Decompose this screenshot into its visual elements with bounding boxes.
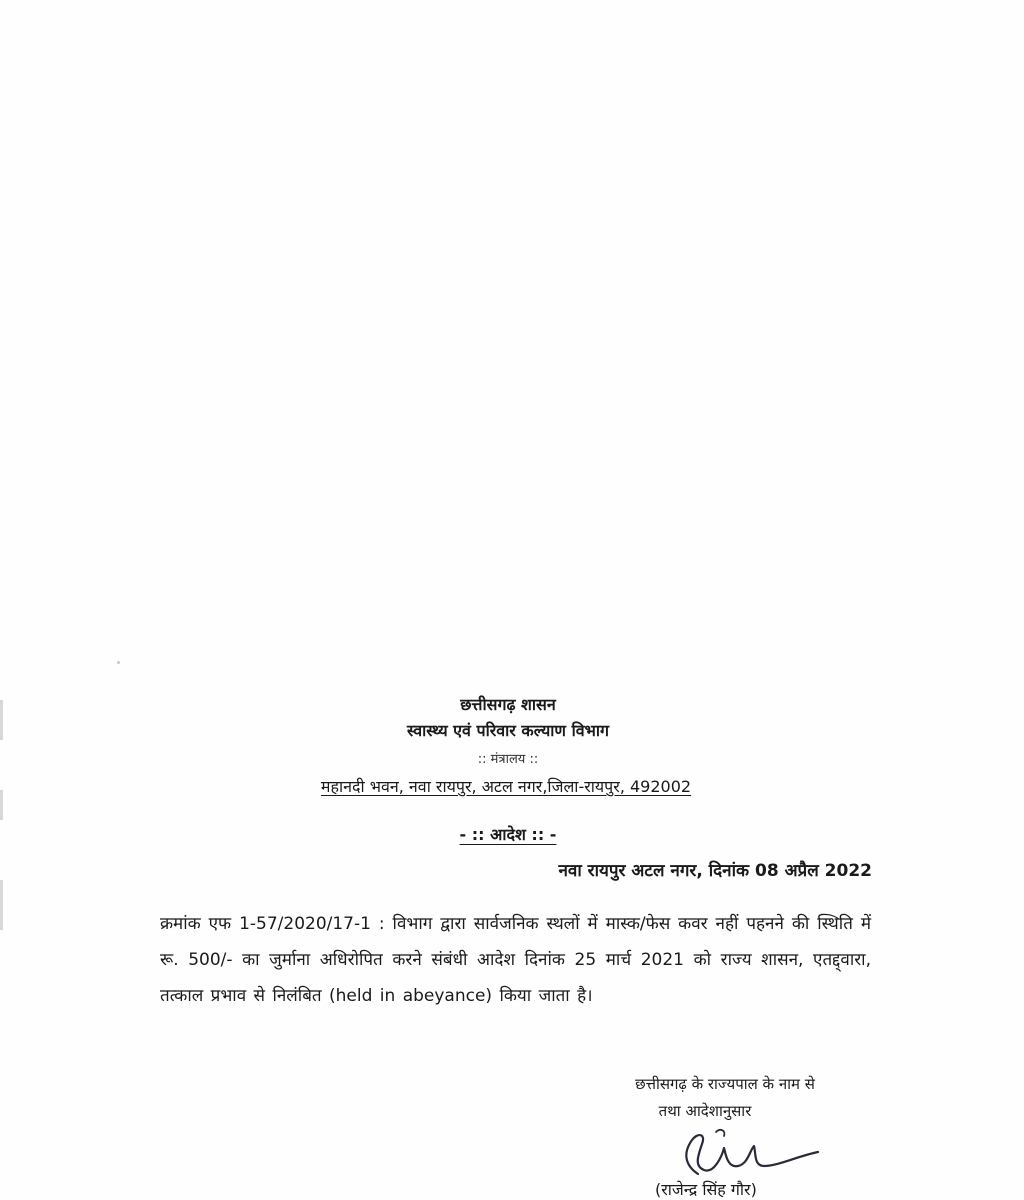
government-name: छत्तीसगढ़ शासन [460,695,556,714]
place-and-date: नवा रायपुर अटल नगर, दिनांक 08 अप्रैल 2022 [558,861,872,881]
office-address-text: महानदी भवन, नवा रायपुर, अटल नगर,जिला-रायपुर, 492002 [320,777,692,796]
ministry-label: :: मंत्रालय :: [477,752,539,767]
authority-line-2: तथा आदेशानुसार [658,1102,752,1120]
authority-line-1: छत्तीसगढ़ के राज्यपाल के नाम से [635,1075,815,1093]
authority-statement [560,1071,890,1125]
scan-edge-mark [0,880,3,930]
handwritten-signature [668,1126,828,1186]
order-body: क्रमांक एफ 1-57/2020/17-1 : विभाग द्वारा सार्वजनिक स्थलों में मास्क/फेस कवर नहीं पहनने की स्थिति में रू. 500/- का जुर्माना अधिरोपित करने संबंधी आदेश दिनांक 25 मार्च 2021 को राज्य शासन, एतद्द्वारा, तत्काल प्रभाव से निलंबित (held in abeyance) किया जाता है। [160,914,871,1006]
scan-speck [117,661,120,664]
office-address [0,775,1012,797]
signatory-name: (राजेन्द्र सिंह गौर) [655,1180,757,1199]
order-title [0,823,1016,845]
department-name: स्वास्थ्य एवं परिवार कल्याण विभाग [406,721,610,740]
order-title-text: - :: आदेश :: - [459,825,557,844]
